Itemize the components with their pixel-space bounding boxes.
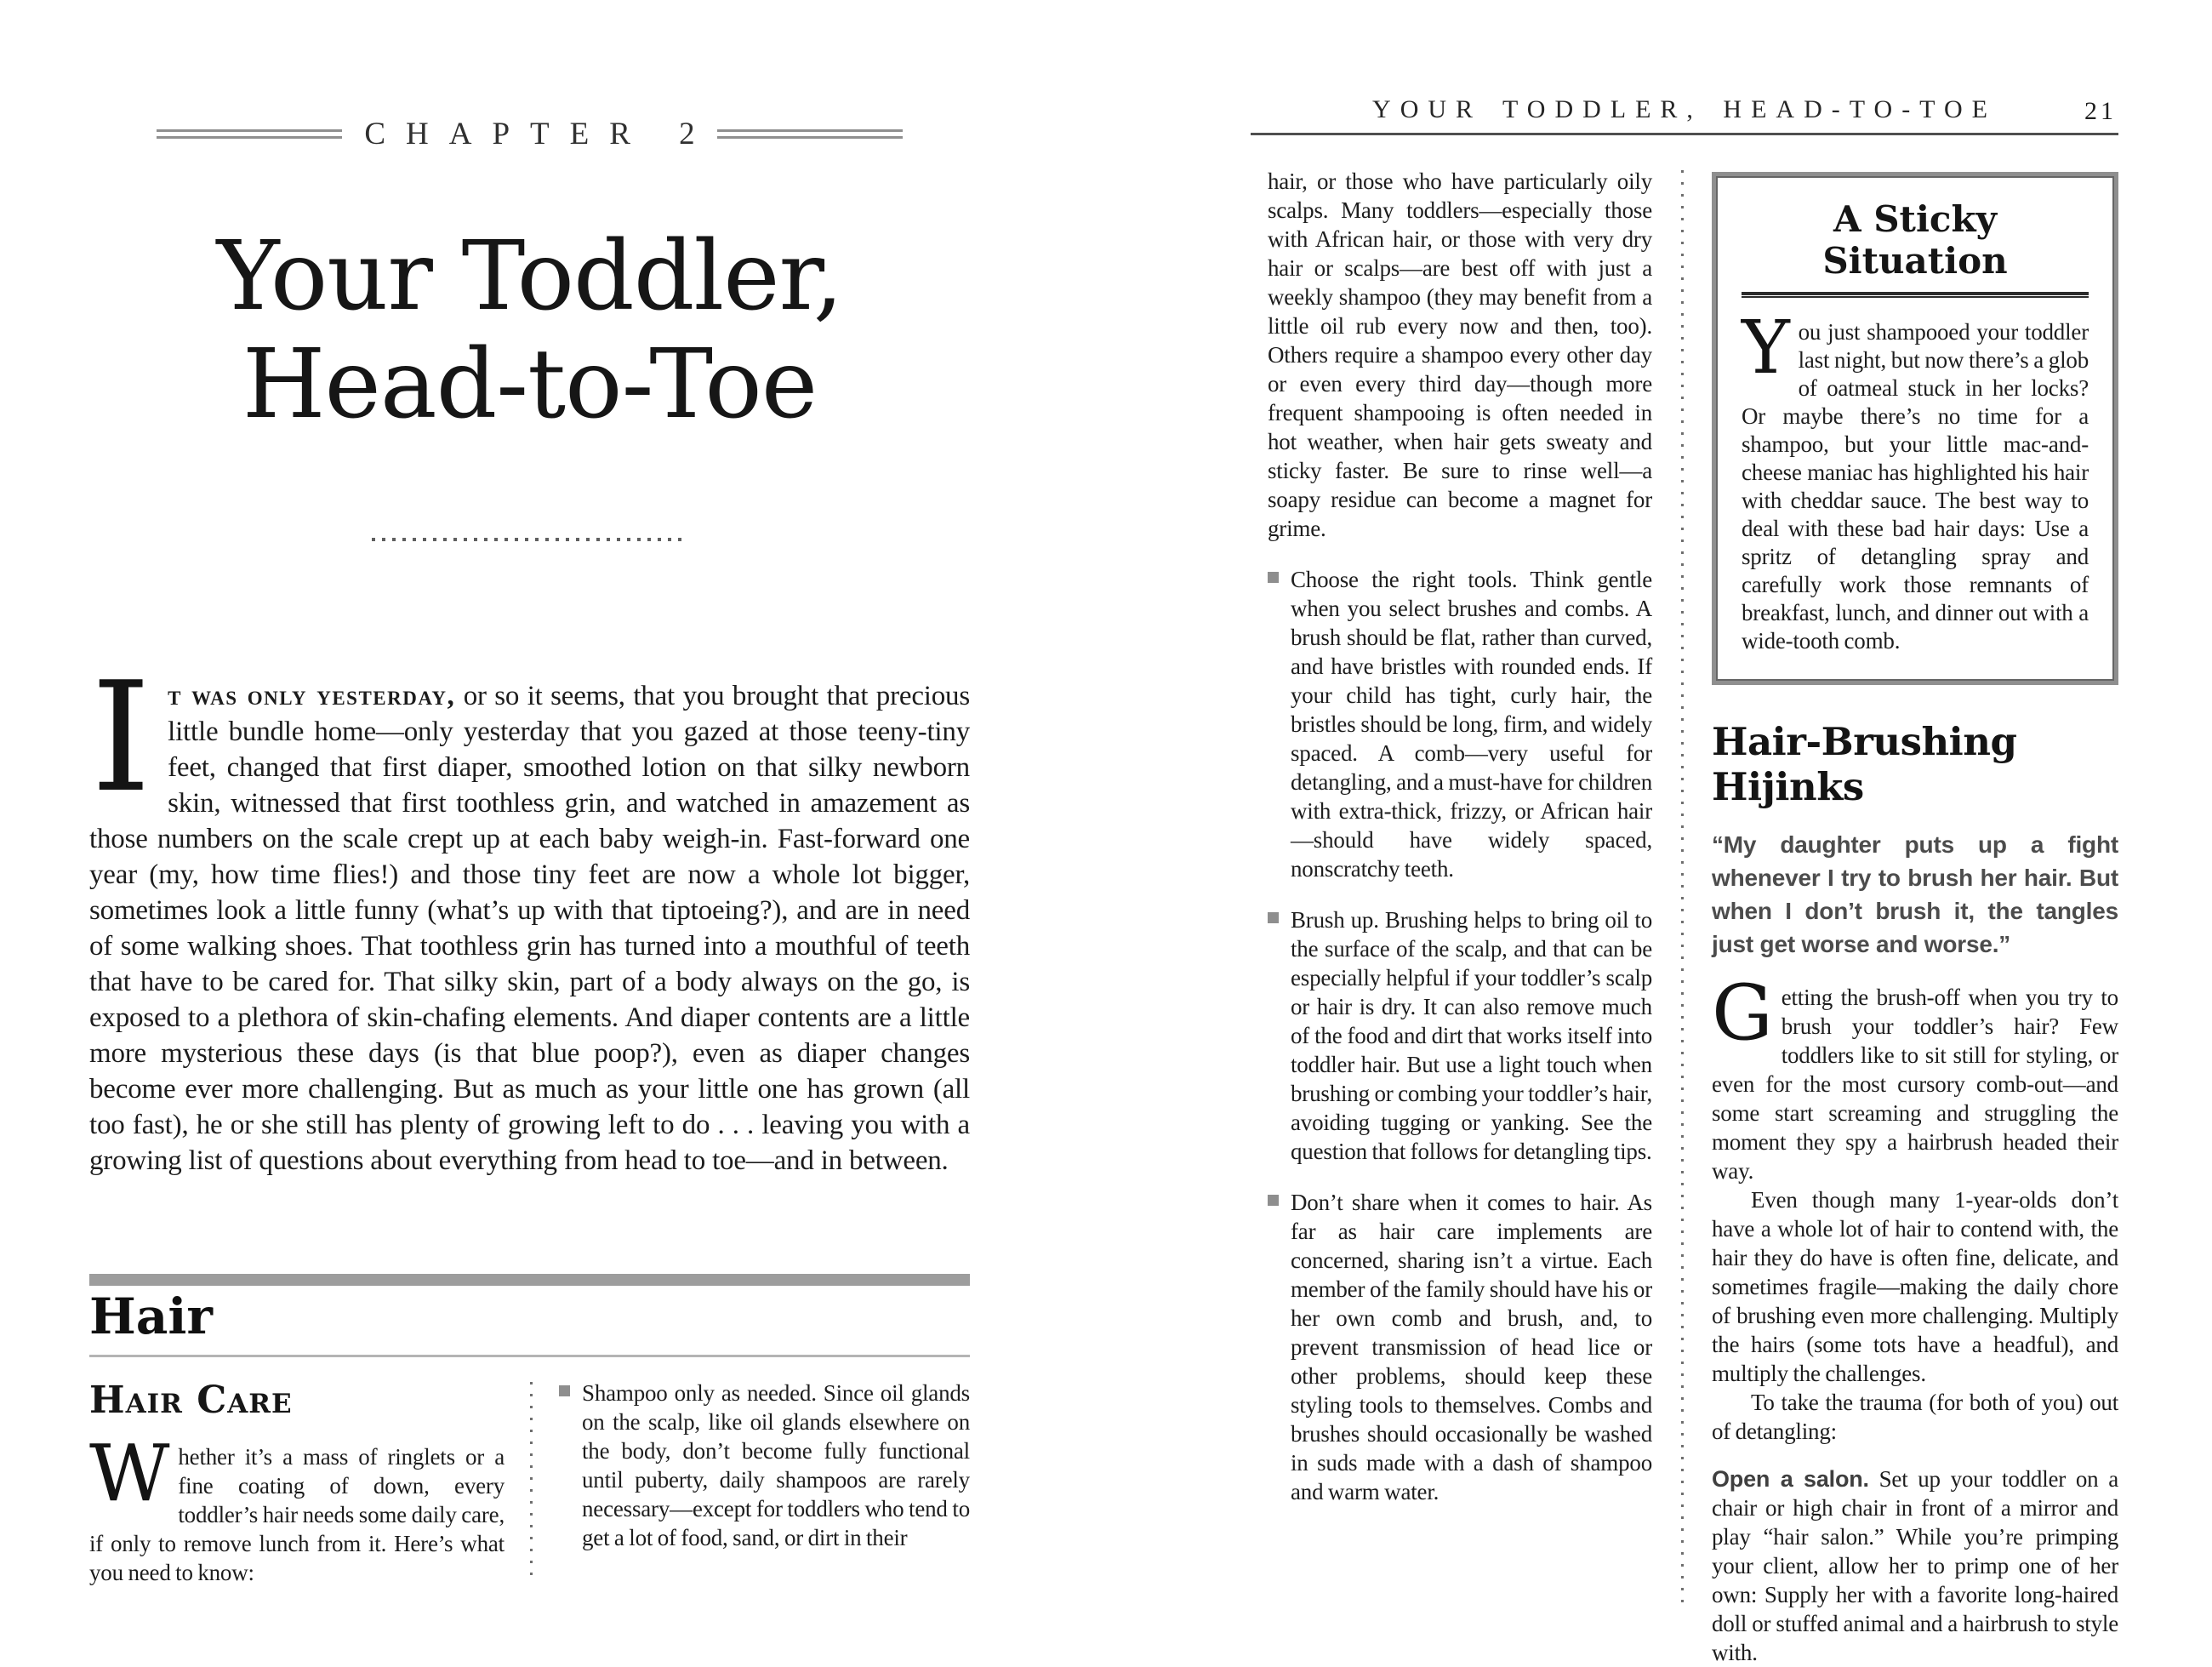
chapter-title-line2: Head-to-Toe [242, 329, 818, 440]
bullet-item-brush-up [1268, 905, 1652, 1166]
answer-paragraph-2: Even though many 1-year-olds don’t have a whole lot of hair to contend with, the hair they do have is often fine, delicate, and sometimes fragile—making the daily chore of brushing even more challenging. Multiply the hairs (some tots have a headful), and multiply the challenges. [1712, 1187, 2118, 1386]
sidebar-box-title: A Sticky Situation [1822, 198, 2008, 282]
drop-cap-g: G [1712, 968, 1773, 1058]
hair-care-paragraph [89, 1428, 505, 1587]
subsection-heading-hair-care: Hair Care [89, 1379, 293, 1422]
bullet-text-brush-up: Brush up. Brushing helps to bring oil to the surface of the scalp, and that can be especially helpful if your toddler’s scalp or hair is dry. It can also remove much of the food and dirt that works itself into toddler hair. But use a light touch when brushing or combing your toddler’s hair, avoiding tugging or yanking. See the question that follows for detangling tips. [1291, 907, 1652, 1164]
page-number: 21 [2084, 97, 2117, 125]
chapter-title-line1: Your Toddler, [216, 221, 843, 332]
sidebar-box-body-text: ou just shampooed your toddler last night, but now there’s a glob of oatmeal stuck in her locks? Or maybe there’s no time for a shampoo, but your little mac-and-cheese maniac has highlighted his hair with cheddar sauce. The best way to deal with these bad hair days: Use a spritz of detangling spray and carefully work those remnants of breakfast, lunch, and dinner out with a wide-tooth comb. [1742, 319, 2089, 654]
chapter-header [89, 116, 970, 152]
column-divider-dots-left-page [530, 1382, 533, 1583]
bullet-text-dont-share: Don’t share when it comes to hair. As far as hair care implements are concerned, sharing isn’t a virtue. Each member of the family should have his or her own comb and brush, and, to prevent transmission of head lice or other problems, should keep these styling tools to themselves. Combs and brushes should occasionally be washed in suds made with a dash of shampoo and warm water. [1291, 1190, 1652, 1504]
bullet-item-shampoo [559, 1379, 970, 1552]
right-column-1 [1268, 167, 1652, 1528]
intro-paragraph [89, 649, 970, 1179]
tip-lead-in: Open a salon. [1712, 1466, 1869, 1492]
square-bullet-icon [1268, 912, 1279, 923]
tip-body-text: Set up your toddler on a chair or high chair in front of a mirror and play “hair salon.” While you’re primping your client, allow her to primp one of her own: Supply her with a favorite long-haired doll or stuffed animal and a hairbrush to style with. [1712, 1466, 2118, 1665]
left-column-2 [559, 1379, 970, 1552]
title-separator-dots [372, 538, 688, 541]
answer-paragraph-3: To take the trauma (for both of you) out of detangling: [1712, 1390, 2118, 1444]
reader-question: “My daughter puts up a fight whenever I try to brush her hair. But when I don’t brush it, the tangles just get worse and worse.” [1712, 831, 2118, 957]
intro-lead-small-caps: t was only yesterday, [168, 681, 456, 711]
bullet-item-choose-tools [1268, 565, 1652, 883]
continued-paragraph: hair, or those who have particularly oily scalps. Many toddlers—especially those with African hair, or those with very dry hair or scalps—are best off with just a weekly shampoo (they may benefit from a little oil rub every now and then, too). Others require a shampoo every other day or even every third day—though more frequent shampooing is often needed in hot weather, when hair gets sweaty and sticky faster. Be sure to rinse well—a soapy residue can become a magnet for grime. [1268, 168, 1652, 541]
sidebar-box-sticky-situation [1712, 172, 2118, 685]
intro-body-text: or so it seems, that you brought that precious little bundle home—only yesterday that you gazed at those teeny-tiny feet, changed that first diaper, smoothed lotion on that silky newborn skin, witnessed that first toothless grin, and watched in amazement as those numbers on the scale crept up at each baby weigh-in. Fast-forward one year (my, how time flies!) and those tiny feet are now a whole lot bigger, sometimes look a little funny (what’s up with that tiptoeing?), and are in need of some walking shoes. That toothless grin has turned into a mouthful of teeth that have to be cared for. That silky skin, part of a body always on the go, is exposed to a plethora of skin-chafing elements. And diaper contents are a little more mysterious these days (is that blue poop?), even as diaper changes become ever more challenging. But as much as your little one has grown (all too fast), he or she still has plenty of growing left to do . . . leaving you with a growing list of questions about everything from head to toe—and in between. [89, 681, 970, 1176]
right-page [1251, 0, 2118, 1665]
square-bullet-icon [1268, 1195, 1279, 1206]
column-divider-dots-right-page [1681, 170, 1684, 1607]
square-bullet-icon [559, 1385, 570, 1396]
hair-care-body-text: hether it’s a mass of ringlets or a fine coating of down, every toddler’s hair needs some daily care, if only to remove lunch from it. Here’s what you need to know: [89, 1444, 505, 1585]
section-heading-hair: Hair [89, 1287, 213, 1345]
drop-cap-w: W [89, 1428, 170, 1519]
qa-heading-hair-brushing-hijinks: Hair-Brushing Hijinks [1712, 719, 2017, 809]
chapter-rule-right [717, 129, 903, 139]
drop-cap-y: Y [1742, 305, 1790, 391]
chapter-title [89, 223, 970, 439]
section-heading-bar [89, 1274, 970, 1286]
running-head-rule [1251, 133, 2118, 135]
right-column-2 [1712, 172, 2118, 1667]
sidebar-box-double-rule [1742, 292, 2089, 298]
chapter-rule-left [157, 129, 342, 139]
bullet-item-dont-share [1268, 1188, 1652, 1506]
section-heading-rule [89, 1355, 970, 1357]
drop-cap-i: I [91, 649, 151, 825]
running-head: YOUR TODDLER, HEAD-TO-TOE [1372, 95, 1997, 123]
left-column-1 [89, 1379, 505, 1587]
square-bullet-icon [1268, 572, 1279, 583]
tip-paragraph-open-a-salon [1712, 1464, 2118, 1667]
sidebar-box-paragraph [1742, 305, 2089, 655]
answer-paragraph-1 [1712, 968, 2118, 1185]
chapter-label: CHAPTER 2 [364, 117, 715, 151]
bullet-text-shampoo: Shampoo only as needed. Since oil glands on the scalp, like oil glands elsewhere on the body, don’t become fully functional until puberty, daily shampoos are rarely necessary—except for toddlers who tend to get a lot of food, sand, or dirt in their [582, 1380, 970, 1550]
bullet-text-choose-tools: Choose the right tools. Think gentle when you select brushes and combs. A brush should be flat, rather than curved, and have bristles with rounded ends. If your child has tight, curly hair, the bristles should be long, firm, and widely spaced. A comb—very useful for detangling, and a must-have for children with extra-thick, frizzy, or African hair—should have widely spaced, nonscratchy teeth. [1291, 567, 1652, 882]
left-page [89, 0, 970, 1659]
answer-paragraph-1-text: etting the brush-off when you try to brush your toddler’s hair? Few toddlers like to sit still for styling, or even for the most cursory comb-out—and some start screaming and struggling the moment they spy a hairbrush headed their way. [1712, 985, 2118, 1184]
